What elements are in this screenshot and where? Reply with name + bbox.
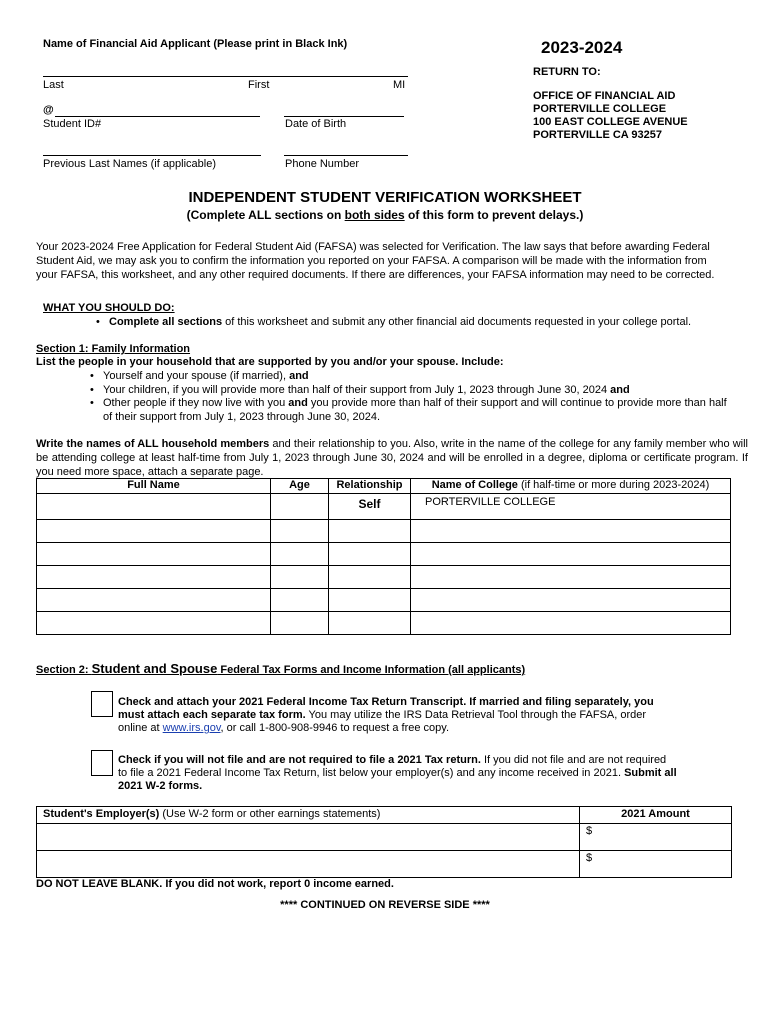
cell-full-name[interactable]: [37, 589, 271, 612]
cell-college[interactable]: [411, 566, 731, 589]
table-row: [37, 851, 732, 878]
subtitle-pre: (Complete ALL sections on: [186, 208, 345, 222]
list-item: [90, 384, 730, 398]
cell-college[interactable]: [411, 612, 731, 635]
what-to-do-heading: WHAT YOU SHOULD DO:: [43, 302, 175, 314]
cell-college[interactable]: [411, 589, 731, 612]
bullet-rest: you provide more than half of their support and will continue to provide more than half of their support from July 1, 2023 through June 30, 2024.: [103, 397, 727, 423]
transcript-bold: Check and attach your 2021 Federal Income Tax Return Transcript. If married and filing separately, you must attach each separate tax form.: [118, 696, 654, 721]
col-college-rest: (if half-time or more during 2023-2024): [517, 479, 710, 491]
list-item: [90, 397, 730, 424]
dob-label: Date of Birth: [285, 118, 347, 130]
mi-label: MI: [393, 79, 406, 91]
bullet-bold: and: [610, 383, 630, 396]
cell-college[interactable]: [411, 543, 731, 566]
cell-full-name[interactable]: [37, 612, 271, 635]
table-row: [37, 543, 731, 566]
student-id-line[interactable]: [55, 116, 260, 117]
section2-heading-rest: Federal Tax Forms and Income Information (all applicants): [217, 664, 526, 676]
applicant-name-label: Name of Financial Aid Applicant (Please print in Black Ink): [43, 38, 348, 50]
section2-heading: [36, 661, 525, 676]
continued-notice: **** CONTINUED ON REVERSE SIDE ****: [280, 899, 490, 911]
phone-label: Phone Number: [285, 158, 359, 170]
irs-link[interactable]: www.irs.gov: [162, 722, 221, 734]
address-line: PORTERVILLE CA 93257: [533, 129, 662, 141]
non-filer-rest: If you did not file and are not required to file a 2021 Federal Income Tax Return, list below your employer(s) and any income received in 2021.: [118, 754, 667, 779]
name-line[interactable]: [43, 76, 408, 77]
award-year: 2023-2024: [541, 38, 623, 57]
subtitle-underlined: both sides: [344, 208, 405, 222]
transcript-instructions: [118, 696, 678, 735]
amount-header: 2021 Amount: [580, 807, 732, 824]
bullet-bold: Complete all sections: [109, 316, 223, 328]
section1-heading: Section 1: Family Information: [36, 343, 191, 355]
bullet-text: Other people if they now live with you: [103, 397, 289, 409]
section1-subheading: List the people in your household that are supported by you and/or your spouse. Include:: [36, 356, 504, 368]
col-age: Age: [271, 479, 329, 494]
cell-relationship[interactable]: [329, 543, 411, 566]
transcript-rest-b: , or call 1-800-908-9946 to request a free copy.: [220, 722, 450, 734]
dob-line[interactable]: [284, 116, 404, 117]
cell-relationship[interactable]: [329, 520, 411, 543]
list-item: [90, 370, 730, 384]
col-full-name: Full Name: [37, 479, 271, 494]
prev-names-label: Previous Last Names (if applicable): [43, 158, 217, 170]
amount-cell[interactable]: [580, 851, 732, 878]
non-filer-instructions: Check if you will not file and are not required to file a 2021 Tax return. If you did not file and are not required to file a 2021 Federal Income Tax Return, list below your employer(s) and any income received in 2021. Submit all 2021 W-2 forms.: [118, 754, 677, 792]
employer-cell[interactable]: [37, 851, 580, 878]
bullet-bold: and: [289, 370, 309, 382]
at-sign: @: [43, 104, 54, 116]
bullet-bold: and: [288, 397, 308, 409]
cell-relationship: Self: [329, 494, 411, 520]
student-id-label: Student ID#: [43, 118, 102, 130]
instructions-rest: and their relationship to you. Also, write in the name of the college for any family member who will be attending college at least half-time from July 1, 2023 through June 30, 2024 and will be enrolled in a degree, diploma or certificate program. If you need more space, attach a separate page.: [36, 438, 749, 478]
cell-full-name[interactable]: [37, 520, 271, 543]
household-instructions: [36, 437, 748, 479]
employer-label-rest: (Use W-2 form or other earnings statements): [159, 808, 381, 820]
phone-line[interactable]: [284, 155, 408, 156]
bullet-text: Your children, if you will provide more than half of their support from July 1, 2023 through June 30, 2024: [103, 383, 611, 396]
cell-relationship[interactable]: [329, 589, 411, 612]
cell-age[interactable]: [271, 589, 329, 612]
non-filer-bold: Check if you will not file and are not required to file a 2021 Tax return.: [118, 754, 481, 766]
non-filer-checkbox[interactable]: [91, 750, 113, 776]
return-to-label: RETURN TO:: [533, 66, 601, 78]
cell-full-name[interactable]: [37, 543, 271, 566]
first-name-label: First: [248, 79, 270, 91]
section2-heading-pre: Section 2:: [36, 664, 92, 676]
worksheet-title: INDEPENDENT STUDENT VERIFICATION WORKSHEET: [188, 189, 582, 206]
table-row: [37, 566, 731, 589]
household-table: [36, 478, 731, 635]
cell-age[interactable]: [271, 520, 329, 543]
cell-age[interactable]: [271, 543, 329, 566]
dollar-sign: $: [586, 825, 593, 837]
table-row: [37, 520, 731, 543]
cell-full-name[interactable]: [37, 494, 271, 520]
section1-list: [90, 370, 730, 424]
address-line: 100 EAST COLLEGE AVENUE: [533, 116, 688, 128]
employer-label-bold: Student's Employer(s): [43, 808, 160, 820]
table-row: [37, 494, 731, 520]
employer-header: [37, 807, 580, 824]
bullet-rest: of this worksheet and submit any other financial aid documents requested in your college portal.: [222, 316, 692, 328]
cell-college: PORTERVILLE COLLEGE: [411, 494, 731, 520]
last-name-label: Last: [43, 79, 64, 91]
cell-college[interactable]: [411, 520, 731, 543]
table-row: [37, 824, 732, 851]
table-row: [37, 612, 731, 635]
table-header-row: [37, 479, 731, 494]
col-college-bold: Name of College: [431, 479, 518, 491]
address-line: OFFICE OF FINANCIAL AID: [533, 90, 676, 102]
cell-relationship[interactable]: [329, 566, 411, 589]
do-not-leave-blank: DO NOT LEAVE BLANK. If you did not work, report 0 income earned.: [36, 878, 394, 890]
what-to-do-list: [96, 316, 736, 328]
cell-full-name[interactable]: [37, 566, 271, 589]
section2-heading-big: Student and Spouse: [91, 661, 218, 676]
cell-relationship[interactable]: [329, 612, 411, 635]
transcript-checkbox[interactable]: [91, 691, 113, 717]
employer-table: [36, 806, 732, 878]
worksheet-subtitle: [0, 208, 770, 222]
employer-cell[interactable]: [37, 824, 580, 851]
subtitle-post: of this form to prevent delays.): [404, 208, 584, 222]
non-filer-end: Submit all 2021 W-2 forms: [118, 767, 677, 792]
list-item: [96, 316, 736, 328]
amount-cell[interactable]: [580, 824, 732, 851]
intro-paragraph: Your 2023-2024 Free Application for Federal Student Aid (FAFSA) was selected for Verification. The law says that before awarding Federal Student Aid, we may ask you to confirm the information you reported on your FAFSA. A comparison will be made with the information from your FAFSA, this worksheet, and any other required documents. If there are differences, your FAFSA information may need to be corrected.: [36, 241, 715, 281]
dollar-sign: $: [586, 852, 593, 864]
address-line: PORTERVILLE COLLEGE: [533, 103, 667, 115]
cell-age[interactable]: [271, 566, 329, 589]
cell-age[interactable]: [271, 494, 329, 520]
transcript-rest: You may utilize the IRS Data Retrieval Tool through the FAFSA, order online at: [118, 709, 647, 734]
table-row: [37, 589, 731, 612]
bullet-text: Yourself and your spouse (if married),: [103, 370, 290, 382]
col-relationship: Relationship: [329, 479, 411, 494]
col-college: [411, 479, 731, 494]
return-address: [533, 90, 688, 142]
instructions-bold: Write the names of ALL household members: [36, 438, 270, 450]
table-header-row: [37, 807, 732, 824]
prev-names-line[interactable]: [43, 155, 261, 156]
cell-age[interactable]: [271, 612, 329, 635]
